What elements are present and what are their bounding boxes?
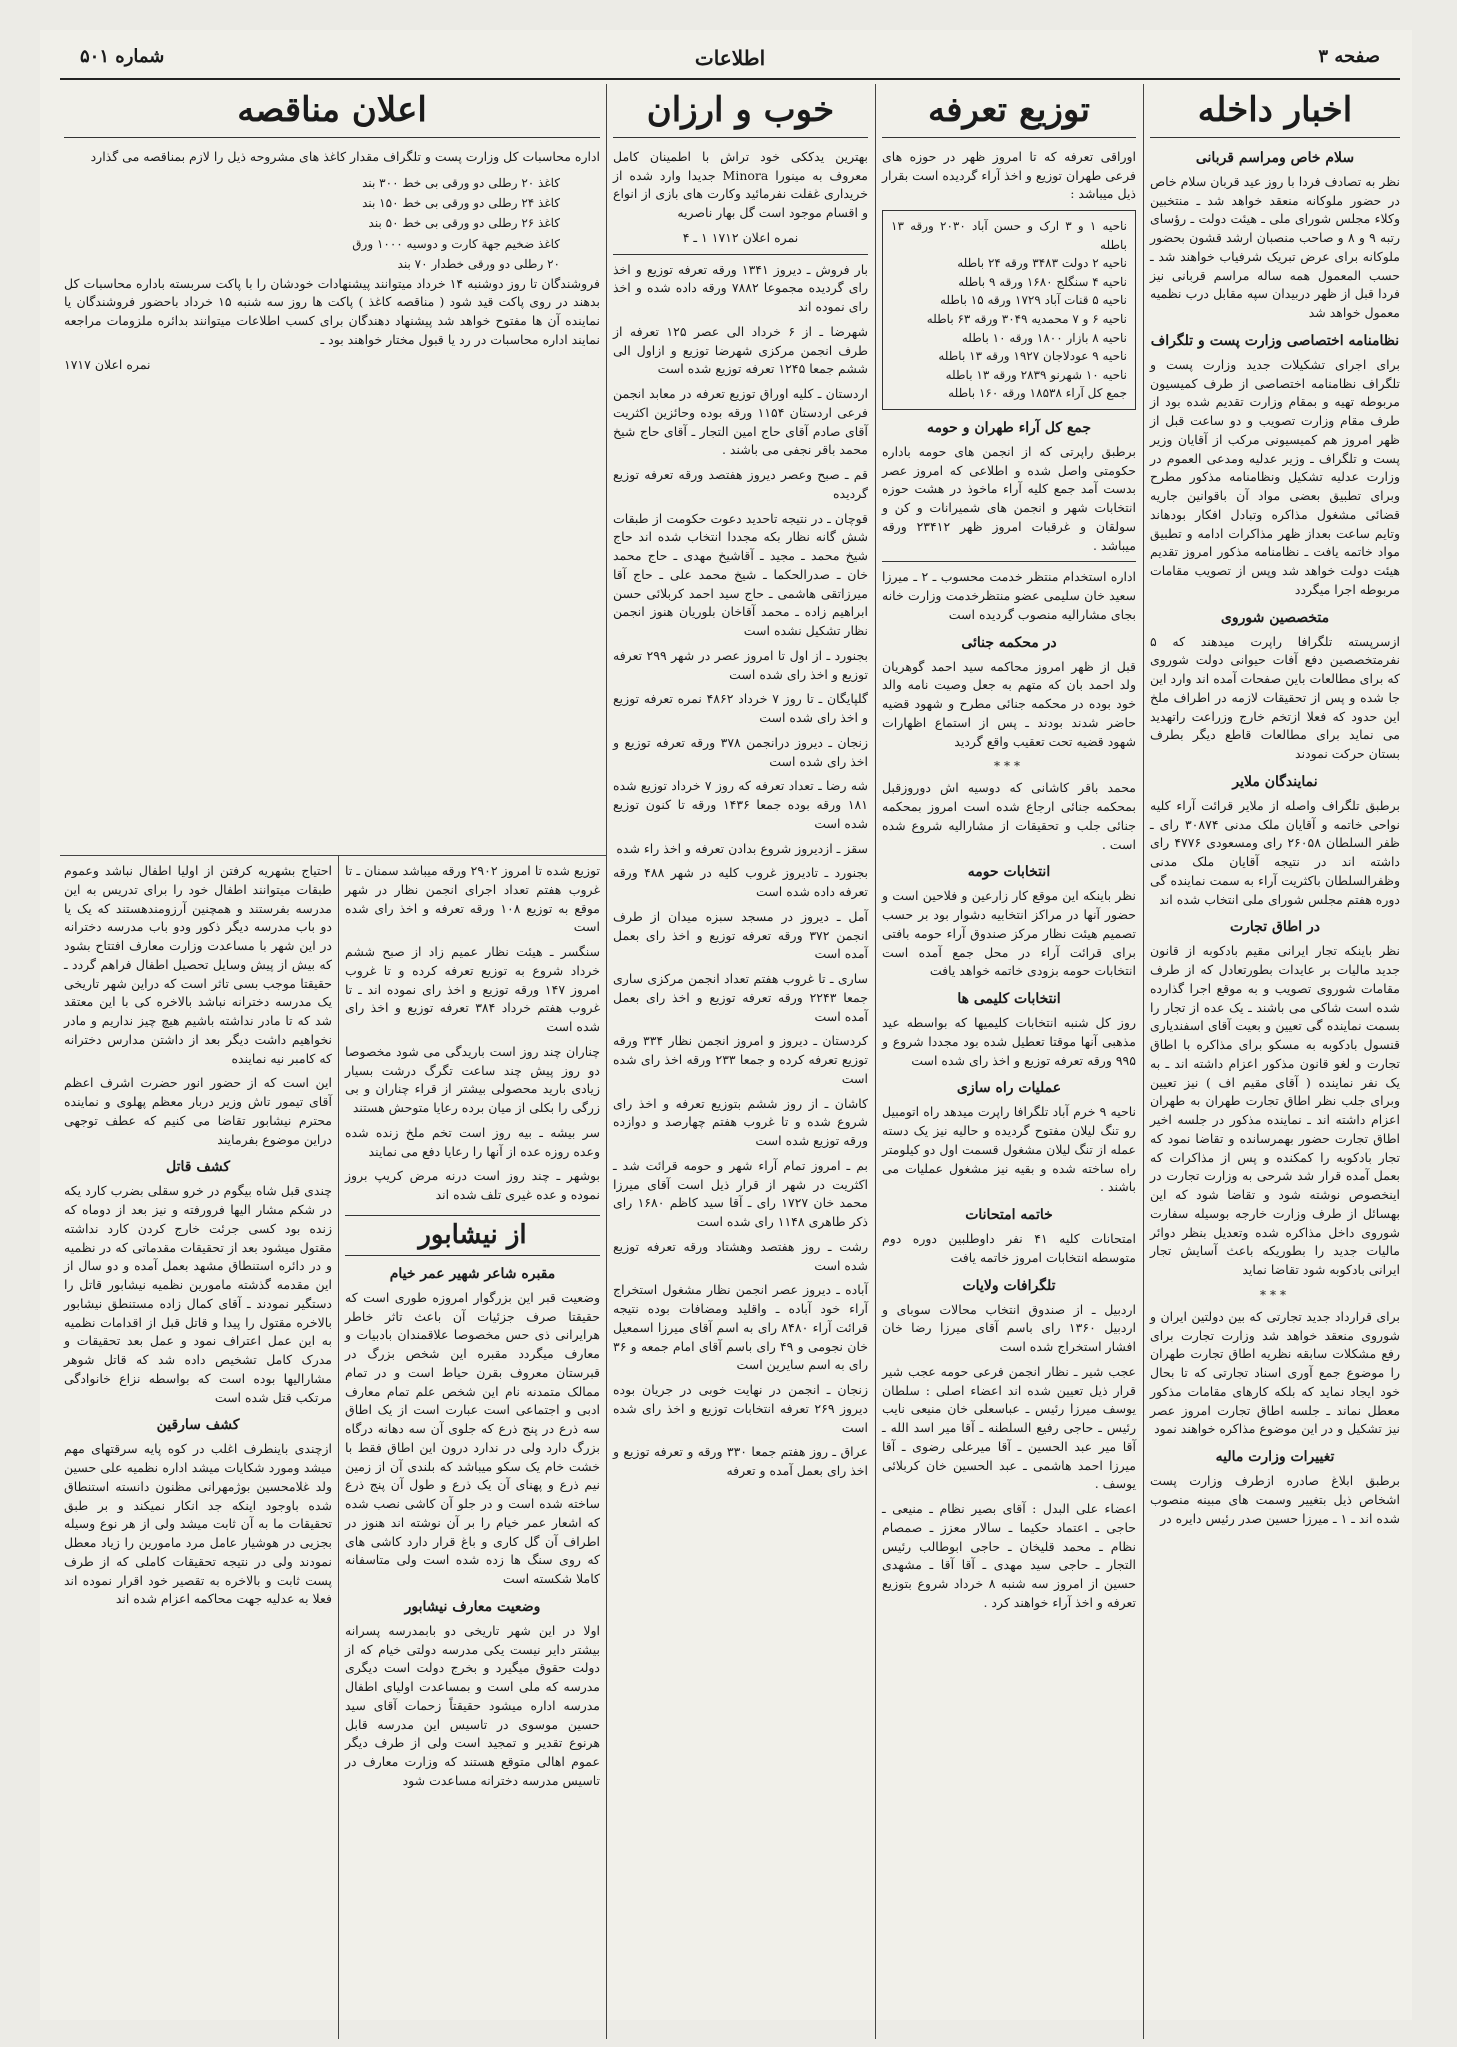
article-title: خاتمه امتحانات bbox=[965, 1207, 1053, 1224]
advertisement-body: بهترین یدککی خود تراش با اطمینان کامل معروف به مینورا Minora جدیدا وارد شده از خریداری غفلت نفرمائید وکارت های بازی از انواع و اقسام موجود است گل بهار ناصریه bbox=[613, 148, 868, 221]
section-divider bbox=[60, 855, 606, 856]
article-title: انتخابات حومه bbox=[967, 864, 1051, 881]
article-body: برای قرارداد جدید تجارتی که بین دولتین ایران و شوروی منعقد خواهد شد وزارت تجارت برای رفع مشکلات سابقه نظریه اطاق تجارت طهران را موضوع جمع آوری اسناد تجارتی که تا بحال خود ایجاد نماید که بلکه کارهای مقامات مذکور معطل نماند ـ جلسه اطاق تجارت امروز عصر نیز تشکیل و در این موضوع مذاکره خواهند نمود bbox=[1150, 1308, 1400, 1437]
table-row: ناحیه ۵ قنات آباد ۱۷۲۹ ورقه ۱۵ باطله bbox=[939, 293, 1127, 308]
news-item: زنجان ـ دیروز درانجمن ۳۷۸ ورقه تعرفه توزیع و اخذ رای شده است bbox=[613, 734, 869, 769]
article-title: نظامنامه اختصاصی وزارت پست و تلگراف bbox=[1150, 332, 1400, 349]
table-row: ناحیه ۸ بازار ۱۸۰۰ ورقه ۱۰ باطله bbox=[961, 330, 1127, 345]
news-item: احتیاج بشهریه کرفتن از اولیا اطفال نباشد وعموم طبقات میتوانند اطفال خود را برای تدریس به این مدرسه بفرستند و همچنین آرزومندهستند که یک یا دو باب مدرسه دیگر ذکور ودو باب مدرسه دخترانه در این شهر با مساعدت وزارت معارف افتتاح بشود که بیش از پیش وسایل تحصیل اطفال فراهم گردد ـ حقیقتا موجب بسی تاثر است که دراین شهر تاریخی یک مدرسه دخترانه نباشد بالاخره کی با این معتقد شد که تا مادر نداشته باشیم هیچ چیز نداریم و مادر نخواهیم داشت دیگر بعد از داشتن مدارس دخترانه که کامبر نیه نماینده bbox=[64, 863, 332, 1066]
news-item: بجنورد ـ از اول تا امروز عصر در شهر ۲۹۹ تعرفه توزیع و اخذ رای شده است bbox=[613, 647, 868, 682]
article-title: کشف سارقین bbox=[156, 1417, 240, 1434]
news-item: آباده ـ دیروز عصر انجمن نظار مشغول استخراج آراء خود آباده ـ واقلید ومضافات بوده نتیجه قرائت آراء ۸۴۸۰ رای به اسم آقای میرزا اسمعیل خان نجومی و ۴۹ رای باسم آقای امام جمعه و ۳۶ رای به اسم سایرین است bbox=[613, 1282, 869, 1373]
article-title: وضعیت معارف نیشابور bbox=[404, 1598, 541, 1615]
news-item: سنگسر ـ هیئت نظار عمیم زاد از صبح ششم خرداد شروع به توزیع تعرفه کرده و تا غروب امروز ۱۴۷ ورقه توزیع و اخذ رای نموده اند ـ تا غروب هفتم خرداد ۳۸۴ تعرفه توزیع و اخذ رای شده است bbox=[345, 944, 600, 1034]
column-rule bbox=[1143, 84, 1144, 2039]
news-item: رشت ـ روز هفتصد وهشتاد ورقه تعرفه توزیع شده است bbox=[613, 1238, 868, 1273]
news-item: اردستان ـ کلیه اوراق توزیع تعرفه در معابد انجمن فرعی اردستان ۱۱۵۴ ورقه بوده وحائزین اکثریت آقای صادم آقای حاج امین التجار ـ آقای حاج شیخ محمد باقر نجفی می باشند . bbox=[613, 386, 868, 458]
article-title: مقبره شاعر شهیر عمر خیام bbox=[389, 1265, 556, 1282]
article-body: چندی قبل شاه بیگوم در خرو سقلی بضرب کارد یکه در شکم مشار الیها فرورفته و نیز بعد از دوماه که زنده بود کسی جرئت خارج کردن کارد نداشته مقتول میشود بعد از تحقیقات مقدماتی که در نظمیه و در دائره استنطاق مشهد بعمل آمده و دو سال از این مقدمه گذشته مامورین نظمیه نیشابور قاتل را دستگیر نمودند ـ آقای کمال زاده مستنطق نیشابور بالاخره مقتول را پیدا و قاتل قبل از اقدامات نظمیه به این عمل اعتراف نمود و عمل بعد تحقیقات و مدرک کامل تشخیص داده شد که قاتل شوهر مشارالیها بوده است که بواسطه نزاع خانوادگی مرتکب قتل شده است bbox=[64, 1183, 332, 1405]
news-item: شه رضا ـ تعداد تعرفه که روز ۷ خرداد توزیع شده ۱۸۱ ورقه بوده جمعا ۱۴۳۶ ورقه تا کنون توزیع شده است bbox=[613, 778, 868, 831]
column-rule bbox=[338, 855, 339, 2039]
news-item: توزیع شده تا امروز ۲۹۰۲ ورقه میباشد سمنان ـ تا غروب هفتم تعداد اجرای انجمن نظار در شهر موقع به توزیع ۱۰۸ ورقه تعرفه و اخذ رای شده است bbox=[345, 863, 600, 935]
news-item: ساری ـ تا غروب هفتم تعداد انجمن مرکزی ساری جمعا ۲۲۴۳ ورقه تعرفه توزیع و اخذ رای بعمل آمده است bbox=[613, 971, 868, 1024]
news-item: قم ـ صبح وعصر دیروز هفتصد ورقه تعرفه توزیع گردیده bbox=[613, 467, 868, 501]
column-rule bbox=[875, 84, 876, 2039]
article-title: نمایندگان ملایر bbox=[1232, 773, 1318, 790]
news-item: زنجان ـ انجمن در نهایت خوبی در جریان بوده دیروز ۲۶۹ تعرفه انتخابات توزیع و اخذ رای شده است bbox=[613, 1382, 868, 1435]
article-body: ناحیه ۹ خرم آباد تلگرافا راپرت میدهد راه اتومبیل رو تنگ لیلان مفتوح گردیده و حالیه نیز یک دسته عمله از تنگ لیلان مشغول قسمت اول دو کیلومتر راه ساخته شده و بقیه نیز مشغول عملیات می باشند . bbox=[882, 1104, 1136, 1195]
column-domestic-news bbox=[1150, 84, 1400, 1534]
article-body: برطبق راپرتی که از انجمن های حومه باداره حکومتی واصل شده و اطلاعی که امروز عصر بدست آمد جمع کلیه آراء ماخوذ در هشت حوزه انتخابات شهر و انجمن های شمیرانات و کن و سولقان و غرقبات امروز ظهر ۲۳۴۱۲ ورقه میباشد . bbox=[882, 443, 1136, 553]
article-title: تغییرات وزارت مالیه bbox=[1215, 1449, 1335, 1466]
article-body: اوراقی تعرفه که تا امروز ظهر در حوزه های فرعی طهران توزیع و اخذ آراء گردیده است بقرار ذیل میباشد : bbox=[882, 148, 1136, 202]
article-body: وضعیت قبر این بزرگوار امروزه طوری است که حقیقتا صرف جزئیات آن باعث تاثر خاطر هرایرانی ذی حس مخصوصا علاقمندان بادبیات و معارف میگردد مقبره این شخص بزرگ در قبرستان معروف بقرن حیاط است و در تمام ممالک متمدنه نام این شخص علم تمام معارف ادبی و اجتماعی است عبارت است از یک اطاق سه ذرع در پنج ذرع که جلوی آن سه دهانه درگاه بزرگ دارد ولی در ندارد درون این اطاق فقط با خشت خام یک سکو میباشد که بلندی آن از زمین نیم ذرع و پهنای آن یک ذرع و طول آن پنج ذرع ساخته شده است و در جلو آن کاشی نصب شده که اشعار عمر خیام را بر آن نوشته اند هنوز در اطراف آن گل کاری و باغ قرار دارد کاشی های که روی سنگ ها زده شده است ولی متاسفانه کاملا شکسته است bbox=[345, 1289, 600, 1587]
article-body: روز کل شنبه انتخابات کلیمیها که بواسطه عید مذهبی آنها موقتا تعطیل شده بود مجددا شروع و ۹۹۵ ورقه تعرفه توزیع و اخذ رای شده است bbox=[882, 1015, 1136, 1068]
column-tender-notice bbox=[64, 84, 600, 380]
divider bbox=[882, 561, 1136, 562]
paper-name: اطلاعات bbox=[694, 46, 766, 70]
article-body: اداره استخدام منتظر خدمت محسوب ـ ۲ ـ میرزا سعید خان سلیمی عضو منتظرخدمت وزارت خانه بجای مشارالیه منصوب گردیده است bbox=[882, 569, 1137, 622]
news-item: بار فروش ـ دیروز ۱۳۴۱ ورقه تعرفه توزیع و اخذ رای گردیده مجموعا ۷۸۸۲ ورقه داده شده و اخذ رای نموده اند bbox=[613, 261, 869, 315]
article-body: برطبق ابلاغ صادره ازطرف وزارت پست اشخاص ذیل بتغییر وسمت های مبینه منصوب شده اند ـ ۱ ـ میرزا حسین صدر رئیس دایره در bbox=[1150, 1473, 1400, 1526]
news-item: این است که از حضور انور حضرت اشرف اعظم آقای تیمور تاش وزیر دربار معظم پهلوی و نماینده محترم نیشابور تقاضا می کنیم که عطف توجهی دراین موضوع بفرمایند bbox=[64, 1075, 332, 1147]
column-crime-news bbox=[64, 862, 332, 1615]
divider bbox=[613, 254, 868, 255]
district-table bbox=[882, 210, 1136, 410]
news-item: کردستان ـ دیروز و امروز انجمن نظار ۳۳۴ ورقه توزیع تعرفه کرده و جمعا ۲۳۳ ورقه اخذ رای شده است bbox=[613, 1033, 868, 1086]
article-title: متخصصین شوروی bbox=[1220, 609, 1330, 626]
column-good-and-cheap bbox=[613, 84, 868, 1487]
list-item: کاغذ ضخیم جهة کارت و دوسیه ۱۰۰۰ ورق bbox=[352, 236, 560, 251]
separator-stars: *** bbox=[994, 759, 1024, 774]
table-row: جمع کل آراء ۱۸۵۳۸ ورقه ۱۶۰ باطله bbox=[948, 386, 1127, 401]
news-item: چناران چند روز است باریدگی می شود مخصوصا دو روز پیش چند ساعت تگرگ درشت بسیار زیادی بارید محصولی بیشتر از قراء چناران و بی زرگی را بکلی از میان برده رعایا متوحش هستند bbox=[345, 1043, 600, 1115]
list-item: کاغذ ۲۰ رطلی دو ورقی بی خط ۳۰۰ بند bbox=[362, 175, 560, 190]
article-title: تلگرافات ولایات bbox=[962, 1277, 1056, 1294]
article-title: انتخابات کلیمی ها bbox=[957, 991, 1061, 1008]
news-item: بم ـ امروز تمام آراء شهر و حومه قرائت شد ـ اکثریت در شهر از قرار ذیل است آقای میرزا محمد خان ۱۷۲۷ رای ـ آقا سید کاظم ۱۶۸۰ رای ذکر طاهری ۱۱۴۸ رای شده است bbox=[613, 1157, 868, 1230]
article-body: امتحانات کلیه ۴۱ نفر داوطلبین دوره دوم متوسطه انتخابات امروز خاتمه یافت bbox=[882, 1231, 1136, 1265]
column-title: خوب و ارزان bbox=[613, 90, 868, 138]
article-body: اولا در این شهر تاریخی دو بابمدرسه پسرانه بیشتر دایر نیست یکی مدرسه دولتی خیام که از دولت حقوق میگیرد و بخرج دولت است دیگری مدرسه که ملی است و بمساعدت اولیای اطفال مدرسه اداره میشود حقیقتاً زحمات آقای سید حسین موسوی در تاسیس این مدرسه قابل هرنوع تقدیر و تمجید است ولی از طرف دیگر عموم اهالی متوقع هستند که وزارت معارف در تاسیس مدرسه دخترانه مساعدت شود bbox=[345, 1622, 600, 1788]
news-item: شهرضا ـ از ۶ خرداد الی عصر ۱۲۵ تعرفه از طرف انجمن مرکزی شهرضا توزیع و ازاول الی ششم جمعا ۱۲۴۵ تعرفه توزیع شده است bbox=[613, 323, 868, 377]
column-rule bbox=[606, 84, 607, 2039]
news-item: بجنورد ـ تادیروز غروب کلیه در شهر ۴۸۸ ورقه تعرفه داده شده است bbox=[613, 865, 868, 900]
news-item: قوچان ـ در نتیجه تاحدید دعوت حکومت از طبقات شش گانه نظار بکه مجددا انتخاب شده اند حاج شیخ محمد ـ مجید ـ آقاشیخ مهدی ـ حاج محمد خان ـ صدرالحکما ـ شیخ محمد علی ـ حاج آقا میرزاتقی هاشمی ـ حاج سید احمد کربلائی حسن ابراهیم زاده ـ محمد آقاخان بلوریان هنوز انجمن نظار تشکیل نشده است bbox=[613, 510, 868, 639]
table-row: ناحیه ۲ دولت ۳۴۸۳ ورقه ۲۴ باطله bbox=[957, 256, 1127, 271]
article-title: سلام خاص ومراسم قربانی bbox=[1195, 149, 1355, 166]
news-item: کاشان ـ از روز ششم بتوزیع تعرفه و اخذ رای شروع شده و تا غروب هفتم چهارصد و دوازده ورقه توزیع شده است bbox=[613, 1095, 868, 1149]
article-body: محمد باقر کاشانی که دوسیه اش دوروزقبل بمحکمه جنائی ارجاع شده است امروز بمحکمه جنائی جلب و تحقیقات از مشارالیه شروع شده است . bbox=[882, 780, 1136, 852]
news-item: بوشهر ـ چند روز است درنه مرض کریپ بروز نموده و عده غیری تلف شده اند bbox=[345, 1168, 600, 1202]
page-number: صفحه ۳ bbox=[1318, 46, 1380, 67]
section-title: از نیشابور bbox=[345, 1215, 600, 1256]
article-body: ازچندی باینطرف اغلب در کوه پایه سرقتهای مهم میشد ومورد شکایات میشد اداره نظمیه علی حسین ولد غلامحسین بوژمهرانی مظنون دانسته استنطاق شده باوجود اینکه جد انکار نمیکند و بر طبق تحقیقات ما به آن ثابت میشد ولی از هر نوع وسیله بجزیی در هوشیار عامل مرد مامورین را زیاد معطل نمودند ولی در نتیجه تحقیقات کاملی که از طرف پست ثابت و بالاخره به تقصیر خود اقرار نموده اند فعلا به عدلیه جهت محاکمه اعزام شده اند bbox=[64, 1441, 332, 1607]
news-item: سقز ـ ازدیروز شروع بدادن تعرفه و اخذ راء شده bbox=[616, 840, 868, 856]
masthead bbox=[60, 42, 1400, 80]
article-body: ازسرپسته تلگرافا راپرت میدهند که ۵ نفرمتخصصین دفع آفات حیوانی دولت شوروی که برای مطالعات باین صفحات آمده اند وارد این جا شده و پس از تحقیقات لازمه در اطراف ملخ این حدود که فعلا ازتخم خارج وزراعت راتهدید می نماید برای مطالعات قاطع دیگر بطرف بستان حرکت نمودند bbox=[1150, 633, 1400, 762]
table-row: ناحیه ۶ و ۷ محمدیه ۳۰۴۹ ورقه ۶۳ باطله bbox=[926, 312, 1127, 327]
article-title: در اطاق تجارت bbox=[1229, 919, 1321, 936]
article-body: اعضاء علی البدل : آقای بصیر نظام ـ منیعی ـ حاجی ـ اعتماد حکیما ـ سالار معزز ـ صمصام نظام ـ محمد قلیخان ـ حاجی ابوطالب رئیس التجار ـ حاجی سید مهدی ـ آقا آقا ـ مشهدی حسین از امروز سه شنبه ۸ خرداد شروع بتوزیع تعرفه و اخذ آراء خواهند کرد . bbox=[882, 1501, 1136, 1610]
news-item: سر بیشه ـ بیه روز است تخم ملخ زنده شده وعده روزه عده از آنها را رعایا دفع می نمایند bbox=[345, 1124, 600, 1159]
article-title: جمع کل آراء طهران و حومه bbox=[926, 419, 1092, 436]
column-title: توزیع تعرفه bbox=[882, 90, 1136, 138]
table-row: ناحیه ۱۰ شهرنو ۲۸۳۹ ورقه ۱۳ باطله bbox=[945, 367, 1127, 382]
news-item: عراق ـ روز هفتم جمعا ۳۳۰ ورقه و تعرفه توزیع و اخذ رای بعمل آمده و تعرفه bbox=[613, 1444, 868, 1479]
article-body: اردبیل ـ از صندوق انتخاب محالات سوبای و اردبیل ۱۳۶۰ رای باسم آقای میرزا رضا خان افشار استخراج شده است bbox=[882, 1301, 1136, 1355]
news-item: آمل ـ دیروز در مسجد سبزه میدان از طرف انجمن ۳۷۲ ورقه تعرفه توزیع و اخذ رای بعمل آمده است bbox=[613, 908, 868, 962]
article-body: نظر باینکه تجار ایرانی مقیم بادکوبه از قانون جدید مالیات بر عایدات بطورتعادل که از طرف مقامات شوروی تصویب و به موقع اجرا گذارده شده است شاکی می باشند ـ یک عده از تجار را بسمت نماینده گی تعیین و بعیت آقای اسفندیاری قنسول بادکوبه به مسکو برای مذاکره با اطاق تجارت و لغو قانون مذکور اعزام داشته اند ـ به یک نفر نماینده ( آقای مقیم اف ) نیز تعیین وبرای جلب نظر اطاق تجارت طهران به طهران اعزام داشته اند ـ نماینده مذکور در جلسه اخیر اطاق تجارت حضور بهمرسانده و تقاضا نمود که تجار بادکوبه را کمکنده و پس از مذاکرات که بعمل آمده قرار شد شرحی به وزارت تجارت در اینخصوص نوشته شود و تقاضا شود که این بهسائل از طرف وزارت خارجه بوسیله سفارت شوروی داخل مذاکره شده وتعدیل بنظر دوائر مالیات جدید را بطوریکه باعث آسایش تجار ایرانی بادکوبه شود تقاضا نماید bbox=[1150, 943, 1400, 1278]
list-item: کاغذ ۲۶ رطلی دو ورقی بی خط ۵۰ بند bbox=[368, 216, 560, 231]
article-title: عملیات راه سازی bbox=[956, 1080, 1062, 1097]
article-body: قبل از ظهر امروز محاکمه سید احمد گوهریان ولد احمد بان که متهم به جعل وصیت نامه والد خود بوده در محکمه جنائی مطرح و شهود قضیه حاضر شدند بودند ـ پس از استماع اظهارات شهود قضیه تحت تعقیب واقع گردید bbox=[882, 658, 1136, 749]
article-title: در محکمه جنائی bbox=[961, 634, 1057, 651]
news-item: گلپایگان ـ تا روز ۷ خرداد ۴۸۶۲ نمره تعرفه توزیع و اخذ رای شده است bbox=[613, 691, 868, 726]
list-item: کاغذ ۲۴ رطلی دو ورقی بی خط ۱۵۰ بند bbox=[362, 195, 560, 210]
issue-number: شماره ۵۰۱ bbox=[80, 46, 165, 67]
column-nishapur bbox=[345, 862, 600, 1797]
article-body: عجب شیر ـ نظار انجمن فرعی حومه عجب شیر قرار ذیل تعیین شده اند اعضاء اصلی : سلطان یوسف میرزا رئیس ـ عباسعلی خان منیعی نایب رئیس ـ حاجی رفیع السلطنه ـ آقا میر اسد الله ـ آقا میر عبد الحسین ـ آقا میرعلی رضوی ـ آقا میرزا احمد هاشمی ـ عبد الحسین خان کربلائی یوسف . bbox=[882, 1363, 1136, 1492]
list-item: ۲۰ رطلی دو ورقی خطدار ۷۰ بند bbox=[397, 257, 560, 272]
table-row: ناحیه ۱ و ۳ ارک و حسن آباد ۲۰۳۰ ورقه ۱۳ باطله bbox=[891, 219, 1127, 252]
column-title: اعلان مناقصه bbox=[64, 90, 600, 138]
article-body: نظر به تصادف فردا با روز عید قربان سلام خاص در حضور ملوکانه منعقد خواهد شد ـ منتخبین وکلاء مجلس شورای ملی ـ هیئت دولت ـ رؤسای رتبه ۹ و ۸ و صاحب منصبان ارشد قشون بحضور ملوکانه برای عرض تبریک شرفیاب خواهند شد ـ حسب المعمول همه ساله مراسم قربانی نیز فردا قبل از ظهر دربیدان سپه مقابل درب نظمیه معمول خواهد شد bbox=[1150, 173, 1401, 321]
paper-list bbox=[64, 173, 600, 275]
notice-body: فروشندگان تا روز دوشنبه ۱۴ خرداد میتوانند پیشنهادات خودشان را با پاکت سربسته باداره محاسبات کل بدهند در روی پاکت قید شود ( مناقصه کاغذ ) پاکت ها روز سه شنبه ۱۵ خرداد باحضور فروشندگان یا نماینده آن ها مفتوح خواهد شد پیشنهاد دهندگان برای کسب اطلاعات میتوانند بدائره ملزومات مراجعه نمایند اداره محاسبات در رد یا قبول مختار خواهند بود ـ bbox=[64, 275, 600, 347]
table-row: ناحیه ۴ سنگلج ۱۶۸۰ ورقه ۹ باطله bbox=[958, 274, 1127, 289]
advertisement-ref: نمره اعلان ۱۷۱۲ ۱ ـ ۴ bbox=[682, 229, 799, 245]
column-title: اخبار داخله bbox=[1150, 90, 1400, 138]
article-body: برای اجرای تشکیلات جدید وزارت پست و تلگراف نظامنامه اختصاصی از طرف کمیسیون مربوطه تهیه و بمقام وزارت تقدیم شده بود از طرف مقام وزارت تصویب و دو ساعت قبل از ظهر امروز هم کمیسیونی مرکب از آقایان وزیر پست و تلگراف ـ وزیر عدلیه ومدعی العموم در وزارت عدلیه تشکیل ونظامنامه مذکور مطرح وبرای تطبیق بعضی مواد آن باقوانین جاریه قضائی مشغول مذاکره وتبادل افکار بودهاند وتایم ساعت بعداز ظهر مذاکرات ادامه و تطبیق مواد خاتمه یافت ـ نظامنامه مذکور امروز تقدیم هیئت دولت خواهد شد وپس از تصویب مقامات مربوطه اجرا میگردد bbox=[1150, 356, 1400, 597]
notice-intro: اداره محاسبات کل وزارت پست و تلگراف مقدار کاغذ های مشروحه ذیل را لازم بمناقصه می گذارد bbox=[90, 148, 600, 164]
article-body: نظر باینکه این موقع کار زارعین و فلاحین است و حضور آنها در مراکز انتخابیه دشوار بود بر حسب تصمیم هیئت نظار مرکز صندوق آراء حومه بافتی برای قرائت آراء در محل جمع آمده است انتخابات حومه بزودی خاتمه خواهد یافت bbox=[882, 888, 1136, 979]
column-ballot-distribution bbox=[882, 84, 1136, 1619]
table-row: ناحیه ۹ عودلاجان ۱۹۲۷ ورقه ۱۳ باطله bbox=[938, 349, 1127, 364]
notice-ref: نمره اعلان ۱۷۱۷ bbox=[64, 356, 151, 372]
article-body: برطبق تلگراف واصله از ملایر قرائت آراء کلیه نواحی خاتمه و آقایان ملک مدنی ۳۰۸۷۴ رای ـ ظفر السلطان ۲۶۰۵۸ رای ومسعودی ۴۷۷۶ رای داشته اند در نتیجه آقایان ملک مدنی وظفرالسلطان باکثریت آراء به سمت نماینده گی دوره هفتم مجلس شورای ملی انتخاب شده اند bbox=[1150, 797, 1400, 907]
article-title: کشف قاتل bbox=[166, 1159, 230, 1176]
separator-stars: *** bbox=[1260, 1287, 1290, 1302]
